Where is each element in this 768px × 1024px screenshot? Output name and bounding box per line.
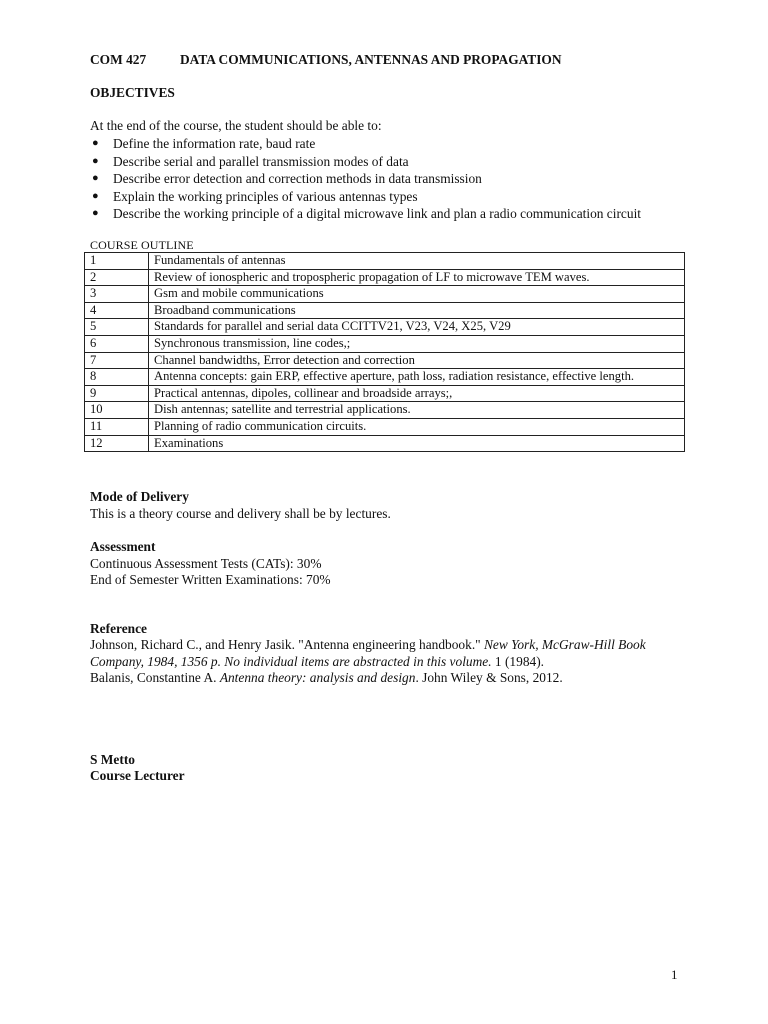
objective-text: Define the information rate, baud rate	[113, 136, 316, 151]
table-row	[85, 302, 685, 319]
bullet-icon: ●	[92, 189, 99, 202]
week-number: 5	[85, 319, 149, 336]
assessment-heading: Assessment	[90, 539, 156, 554]
objective-item	[90, 170, 641, 188]
topic-cell: Dish antennas; satellite and terrestrial applications.	[149, 402, 685, 419]
objective-text: Describe error detection and correction methods in data transmission	[113, 171, 482, 187]
reference-text: 1 (1984).	[491, 653, 545, 669]
objective-item	[90, 153, 641, 171]
reference-heading: Reference	[90, 621, 147, 636]
reference-text: . John Wiley & Sons, 2012.	[415, 670, 563, 685]
objective-text: Describe the working principle of a digital microwave link and plan a radio communication circuit	[113, 206, 642, 222]
reference-balanis	[90, 670, 563, 686]
table-row	[85, 402, 685, 419]
topic-cell: Practical antennas, dipoles, collinear and broadside arrays;,	[149, 385, 685, 402]
topic-cell: Fundamentals of antennas	[149, 253, 685, 270]
course-outline-label: COURSE OUTLINE	[90, 238, 194, 252]
objectives-heading: OBJECTIVES	[90, 85, 175, 100]
topic-cell: Channel bandwidths, Error detection and correction	[149, 352, 685, 369]
week-number: 9	[85, 385, 149, 402]
bullet-icon: ●	[92, 207, 99, 220]
table-row	[85, 435, 685, 452]
bullet-icon: ●	[92, 172, 99, 185]
topic-cell: Review of ionospheric and tropospheric propagation of LF to microwave TEM waves.	[149, 269, 685, 286]
week-number: 3	[85, 286, 149, 303]
topic-cell: Planning of radio communication circuits.	[149, 418, 685, 435]
topic-cell: Gsm and mobile communications	[149, 286, 685, 303]
bullet-icon: ●	[92, 137, 99, 149]
objective-item	[90, 135, 641, 153]
table-row	[85, 269, 685, 286]
topic-cell: Standards for parallel and serial data CCITTV21, V23, V24, X25, V29	[149, 319, 685, 336]
delivery-text: This is a theory course and delivery shall be by lectures.	[90, 506, 391, 521]
course-title-line	[90, 52, 562, 68]
objective-item	[90, 188, 641, 206]
week-number: 7	[85, 352, 149, 369]
lecturer-role: Course Lecturer	[90, 768, 185, 783]
assessment-cats: Continuous Assessment Tests (CATs): 30%	[90, 556, 322, 571]
table-row	[85, 319, 685, 336]
assessment-exams: End of Semester Written Examinations: 70%	[90, 572, 331, 587]
reference-johnson	[90, 637, 680, 670]
lecturer-name: S Metto	[90, 752, 135, 767]
topic-cell: Examinations	[149, 435, 685, 452]
objective-text: Explain the working principles of various antennas types	[113, 188, 418, 204]
objective-text: Describe serial and parallel transmission modes of data	[113, 153, 409, 169]
objectives-intro: At the end of the course, the student should be able to:	[90, 118, 382, 133]
reference-text: Balanis, Constantine A.	[90, 670, 220, 685]
topic-cell: Antenna concepts: gain ERP, effective aperture, path loss, radiation resistance, effective length.	[149, 369, 685, 386]
table-row	[85, 385, 685, 402]
table-row	[85, 418, 685, 435]
table-row	[85, 286, 685, 303]
table-row	[85, 352, 685, 369]
reference-source: Antenna theory: analysis and design	[219, 670, 416, 685]
objective-item	[90, 205, 641, 223]
course-outline-table	[84, 252, 685, 452]
week-number: 1	[85, 253, 149, 270]
objectives-list	[90, 135, 641, 223]
bullet-icon: ●	[92, 154, 99, 167]
table-row	[85, 253, 685, 270]
delivery-heading: Mode of Delivery	[90, 489, 189, 504]
reference-text: Johnson, Richard C., and Henry Jasik. "Antenna engineering handbook."	[90, 637, 484, 652]
page-number: 1	[671, 967, 678, 982]
course-code: COM 427	[90, 52, 147, 67]
reference-source: New York, McGraw-Hill Book Company, 1984, 1356 p. No individual items are abstracted in this volume.	[90, 637, 646, 669]
course-title: DATA COMMUNICATIONS, ANTENNAS AND PROPAGATION	[180, 52, 562, 67]
week-number: 11	[85, 418, 149, 435]
week-number: 6	[85, 335, 149, 352]
table-row	[85, 335, 685, 352]
topic-cell: Broadband communications	[149, 302, 685, 319]
table-row	[85, 369, 685, 386]
topic-cell: Synchronous transmission, line codes,;	[149, 335, 685, 352]
week-number: 4	[85, 302, 149, 319]
week-number: 10	[85, 402, 149, 419]
week-number: 12	[85, 435, 149, 452]
week-number: 8	[85, 369, 149, 386]
week-number: 2	[85, 269, 149, 286]
